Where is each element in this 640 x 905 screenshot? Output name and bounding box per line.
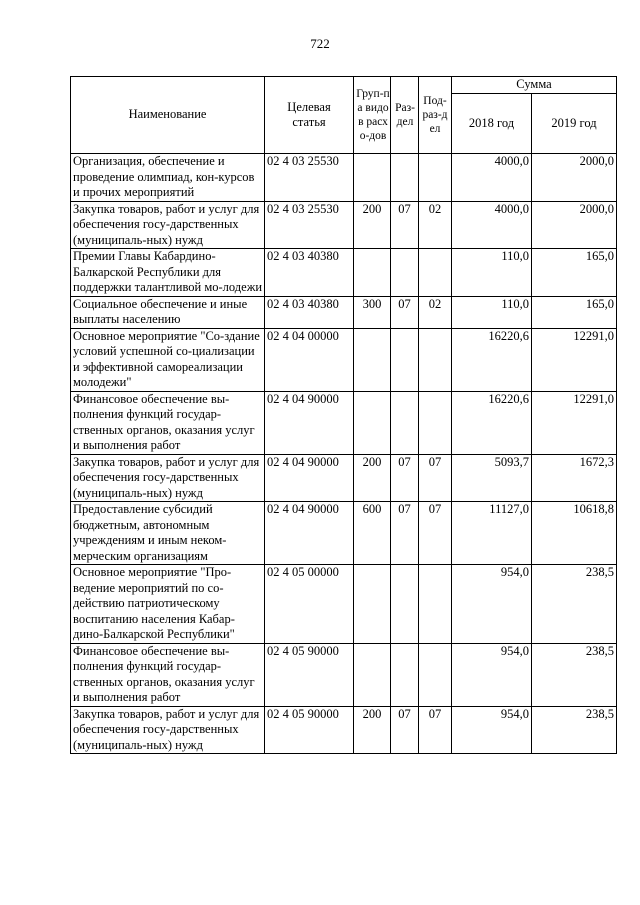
header-year-2019: 2019 год [532,94,617,154]
cell-expense-group: 200 [354,454,391,502]
header-target-article-text: Целевая статья [287,99,331,129]
cell-subsection [419,154,452,202]
cell-subsection [419,391,452,454]
header-expense-group-text: Груп-па видов расхо-дов [356,88,390,142]
cell-name: Закупка товаров, работ и услуг для обеспечения госу-дарственных (муниципаль-ных) нужд [71,454,265,502]
cell-name: Основное мероприятие "Про-ведение мероприятий по со-действию патриотическому воспитанию населения Кабар-дино-Балкарской Республики" [71,565,265,644]
cell-name: Закупка товаров, работ и услуг для обеспечения госу-дарственных (муниципаль-ных) нужд [71,201,265,249]
cell-section: 07 [391,201,419,249]
cell-expense-group: 200 [354,201,391,249]
cell-expense-group [354,391,391,454]
table-row [71,201,617,249]
header-name: Наименование [71,77,265,154]
table-row [71,249,617,297]
cell-expense-group: 200 [354,706,391,754]
cell-target-article: 02 4 03 40380 [265,296,354,328]
header-expense-group [354,77,391,154]
cell-2019: 238,5 [532,643,617,706]
cell-2018: 110,0 [452,249,532,297]
cell-section: 07 [391,706,419,754]
cell-subsection: 07 [419,706,452,754]
header-year-2018: 2018 год [452,94,532,154]
cell-name: Социальное обеспечение и иные выплаты населению [71,296,265,328]
header-target-article [265,77,354,154]
cell-2018: 4000,0 [452,201,532,249]
cell-2018: 954,0 [452,706,532,754]
cell-2018: 11127,0 [452,502,532,565]
cell-subsection: 02 [419,296,452,328]
cell-name: Премии Главы Кабардино-Балкарской Республики для поддержки талантливой мо-лодежи [71,249,265,297]
cell-target-article: 02 4 04 90000 [265,502,354,565]
cell-2019: 12291,0 [532,328,617,391]
cell-target-article: 02 4 04 90000 [265,391,354,454]
cell-name: Финансовое обеспечение вы-полнения функций государ-ственных органов, оказания услуг и выполнения работ [71,643,265,706]
cell-section: 07 [391,296,419,328]
table-row [71,391,617,454]
table-row [71,454,617,502]
cell-name: Финансовое обеспечение вы-полнения функций государ-ственных органов, оказания услуг и выполнения работ [71,391,265,454]
cell-2019: 2000,0 [532,201,617,249]
cell-2019: 238,5 [532,565,617,644]
cell-section: 07 [391,502,419,565]
cell-target-article: 02 4 05 90000 [265,643,354,706]
cell-2019: 10618,8 [532,502,617,565]
header-subsection [419,77,452,154]
cell-subsection: 07 [419,454,452,502]
cell-section [391,154,419,202]
cell-expense-group [354,643,391,706]
cell-name: Основное мероприятие "Со-здание условий успешной со-циализации и эффективной самореализации молодежи" [71,328,265,391]
header-subsection-text: Под-раз-дел [422,95,448,135]
cell-subsection [419,565,452,644]
cell-section [391,643,419,706]
page-number: 722 [310,36,330,51]
cell-2018: 954,0 [452,565,532,644]
cell-2018: 5093,7 [452,454,532,502]
cell-2019: 12291,0 [532,391,617,454]
cell-section [391,249,419,297]
header-section [391,77,419,154]
header-sum: Сумма [452,77,617,94]
cell-section [391,328,419,391]
cell-target-article: 02 4 03 40380 [265,249,354,297]
cell-section: 07 [391,454,419,502]
cell-subsection: 02 [419,201,452,249]
cell-expense-group [354,328,391,391]
cell-expense-group: 600 [354,502,391,565]
cell-2019: 2000,0 [532,154,617,202]
budget-table [70,76,617,754]
cell-subsection [419,328,452,391]
cell-2019: 165,0 [532,296,617,328]
cell-2019: 238,5 [532,706,617,754]
table-row [71,643,617,706]
cell-name: Предоставление субсидий бюджетным, автономным учреждениям и иным неком-мерческим организациям [71,502,265,565]
table-row [71,565,617,644]
table-row [71,502,617,565]
cell-2018: 16220,6 [452,328,532,391]
cell-target-article: 02 4 03 25530 [265,154,354,202]
table-header [71,77,617,154]
cell-2018: 4000,0 [452,154,532,202]
cell-target-article: 02 4 05 00000 [265,565,354,644]
cell-expense-group: 300 [354,296,391,328]
cell-expense-group [354,565,391,644]
cell-target-article: 02 4 04 00000 [265,328,354,391]
table-row [71,154,617,202]
cell-section [391,565,419,644]
table-row [71,296,617,328]
cell-expense-group [354,154,391,202]
cell-subsection [419,249,452,297]
cell-2019: 165,0 [532,249,617,297]
header-section-text: Раз-дел [395,102,415,128]
table-row [71,328,617,391]
cell-2019: 1672,3 [532,454,617,502]
cell-target-article: 02 4 04 90000 [265,454,354,502]
cell-section [391,391,419,454]
table-row [71,706,617,754]
cell-subsection: 07 [419,502,452,565]
cell-2018: 954,0 [452,643,532,706]
cell-2018: 16220,6 [452,391,532,454]
cell-target-article: 02 4 03 25530 [265,201,354,249]
cell-name: Закупка товаров, работ и услуг для обеспечения госу-дарственных (муниципаль-ных) нужд [71,706,265,754]
table-body [71,154,617,754]
cell-name: Организация, обеспечение и проведение олимпиад, кон-курсов и прочих мероприятий [71,154,265,202]
cell-expense-group [354,249,391,297]
cell-subsection [419,643,452,706]
cell-target-article: 02 4 05 90000 [265,706,354,754]
cell-2018: 110,0 [452,296,532,328]
